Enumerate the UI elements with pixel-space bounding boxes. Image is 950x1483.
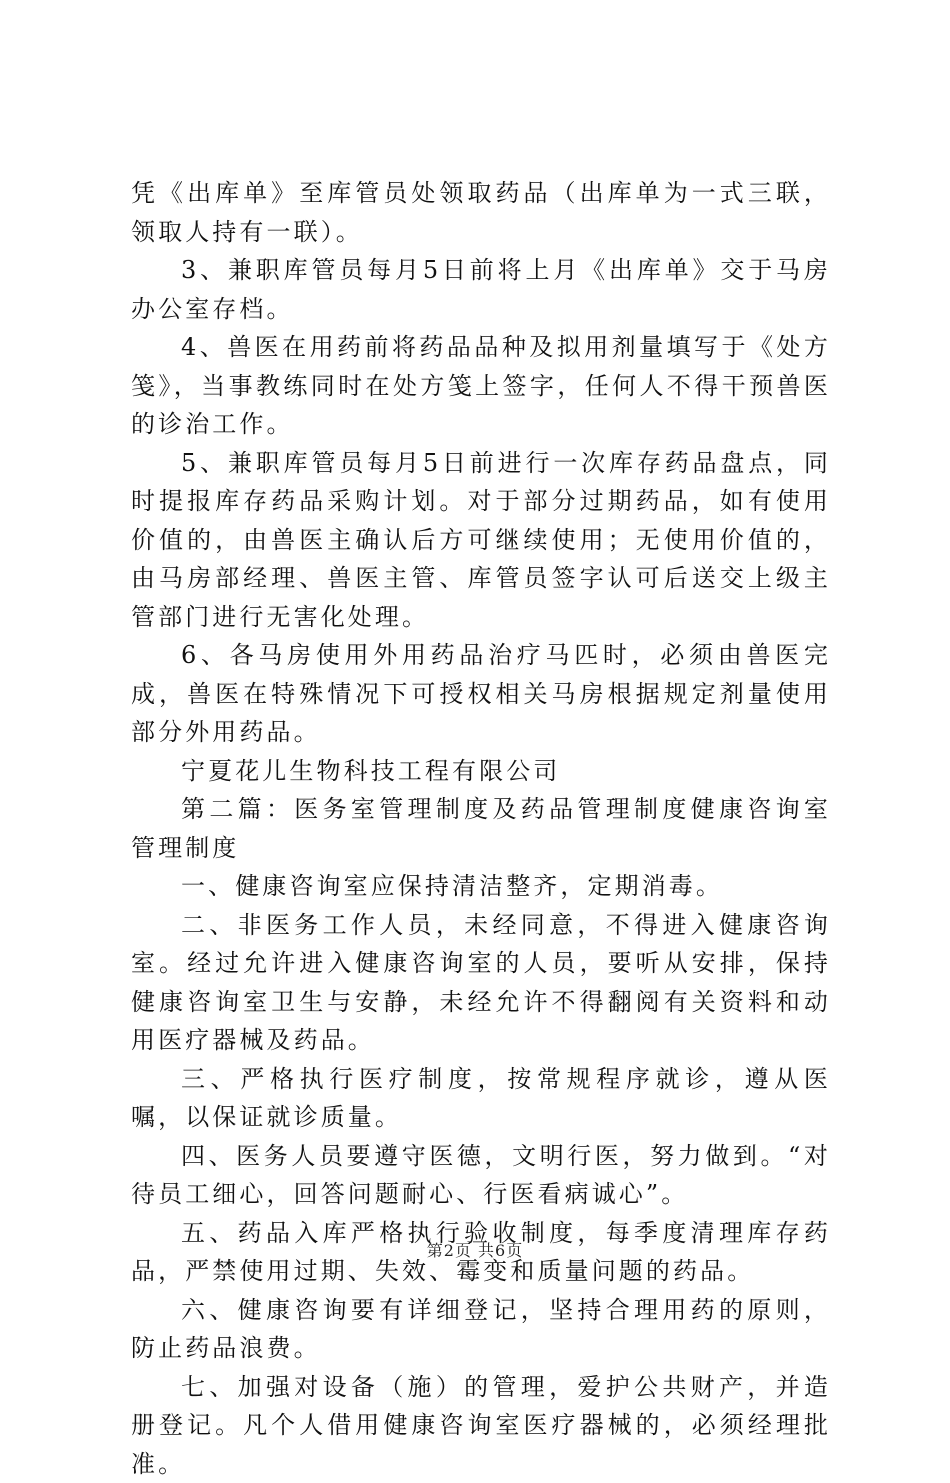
paragraph-item-2: 二、非医务工作人员，未经同意，不得进入健康咨询室。经过允许进入健康咨询室的人员，要听从安排，保持健康咨询室卫生与安静，未经允许不得翻阅有关资料和动用医疗器械及药品。: [131, 906, 831, 1060]
paragraph-item-3: 三、严格执行医疗制度，按常规程序就诊，遵从医嘱，以保证就诊质量。: [131, 1060, 831, 1137]
paragraph-item-1: 一、健康咨询室应保持清洁整齐，定期消毒。: [131, 867, 831, 906]
paragraph-item-4: 四、医务人员要遵守医德，文明行医，努力做到。“对待员工细心，回答问题耐心、行医看病诚心”。: [131, 1137, 831, 1214]
paragraph-item-5: 五、药品入库严格执行验收制度，每季度清理库存药品，严禁使用过期、失效、霉变和质量问题的药品。: [131, 1214, 831, 1291]
paragraph-item-6: 六、健康咨询要有详细登记，坚持合理用药的原则，防止药品浪费。: [131, 1291, 831, 1368]
paragraph-continuation: 凭《出库单》至库管员处领取药品（出库单为一式三联，领取人持有一联）。: [131, 174, 831, 251]
company-name: 宁夏花儿生物科技工程有限公司: [131, 752, 831, 791]
page-number: 第2页 共6页: [0, 1240, 950, 1262]
paragraph-rule-3: 3、兼职库管员每月5日前将上月《出库单》交于马房办公室存档。: [131, 251, 831, 328]
paragraph-rule-4: 4、兽医在用药前将药品品种及拟用剂量填写于《处方笺》，当事教练同时在处方笺上签字，任何人不得干预兽医的诊治工作。: [131, 328, 831, 444]
document-body: [131, 174, 831, 1483]
paragraph-item-7: 七、加强对设备（施）的管理，爱护公共财产，并造册登记。凡个人借用健康咨询室医疗器械的，必须经理批准。: [131, 1368, 831, 1483]
paragraph-rule-6: 6、各马房使用外用药品治疗马匹时，必须由兽医完成，兽医在特殊情况下可授权相关马房根据规定剂量使用部分外用药品。: [131, 636, 831, 752]
paragraph-rule-5: 5、兼职库管员每月5日前进行一次库存药品盘点，同时提报库存药品采购计划。对于部分过期药品，如有使用价值的，由兽医主确认后方可继续使用；无使用价值的，由马房部经理、兽医主管、库管员签字认可后送交上级主管部门进行无害化处理。: [131, 444, 831, 637]
section-title: 第二篇：医务室管理制度及药品管理制度健康咨询室管理制度: [131, 790, 831, 867]
